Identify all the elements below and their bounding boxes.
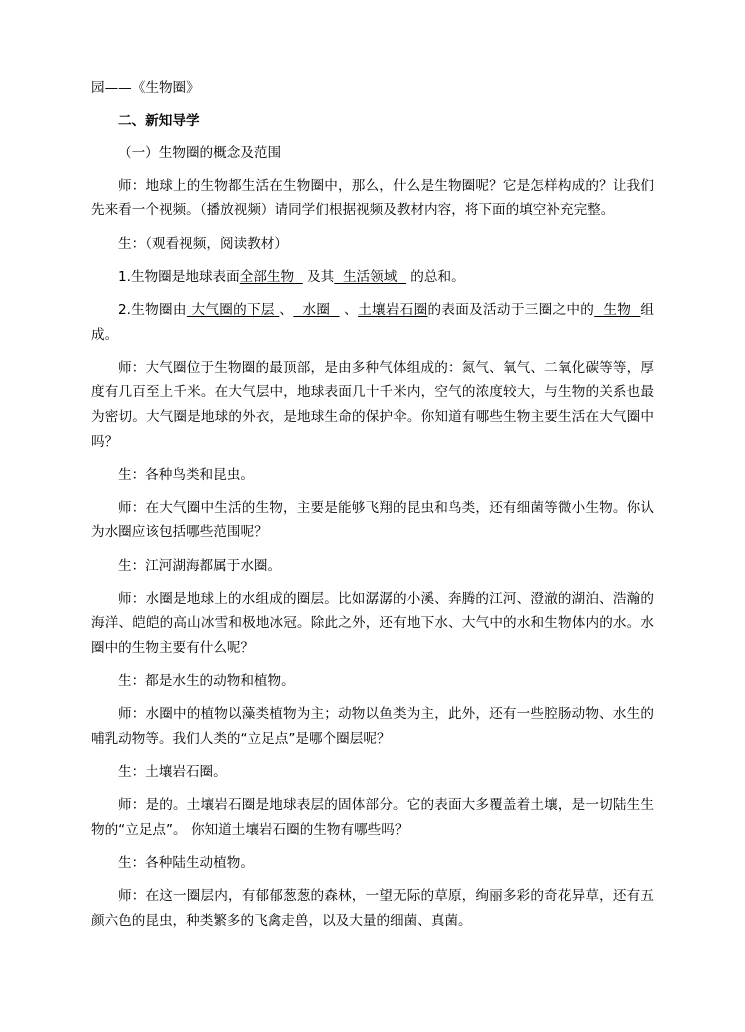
paragraph-teacher-5: 师：水圈中的植物以藻类植物为主；动物以鱼类为主，此外，还有一些腔肠动物、水生的哺乳动物等。我们人类的“立足点”是哪个圈层呢？ xyxy=(91,706,654,747)
fill-in-item-1 xyxy=(91,265,654,290)
paragraph-teacher-4: 师：水圈是地球上的水组成的圈层。比如潺潺的小溪、奔腾的江河、澄澈的湖泊、浩瀚的海洋、皑皑的高山冰雪和极地冰冠。除此之外，还有地下水、大气中的水和生物体内的水。水圈中的生物主要有什么呢？ xyxy=(91,590,654,657)
document-page xyxy=(91,76,654,942)
paragraph-teacher-7: 师：在这一圈层内，有郁郁葱葱的森林，一望无际的草原，绚丽多彩的奇花异草，还有五颜六色的昆虫，种类繁多的飞禽走兽，以及大量的细菌、真菌。 xyxy=(91,888,654,929)
paragraph-teacher-2: 师：大气圈位于生物圈的最顶部，是由多种气体组成的：氮气、氧气、二氧化碳等等，厚度有几百至上千米。在大气层中，地球表面几十千米内，空气的浓度较大，与生物的关系也最为密切。大气圈是地球的外衣，是地球生命的保护伞。你知道有哪些生物主要生活在大气圈中吗？ xyxy=(91,359,654,450)
intro-line: 园——《生物圈》 xyxy=(91,80,200,96)
paragraph-teacher-3: 师：在大气圈中生活的生物，主要是能够飞翔的昆虫和鸟类，还有细菌等微小生物。你认为水圈应该包括哪些范围呢？ xyxy=(91,499,654,541)
fill2-blank-1: 大气圈的下层 xyxy=(191,301,275,318)
fill1-blank-1: 全部生物 xyxy=(239,268,295,285)
fill2-blank-2: 水圈 xyxy=(302,301,331,318)
fill2-pre: 2.生物圈由 xyxy=(118,301,187,318)
paragraph-student-4: 生：都是水生的动物和植物。 xyxy=(118,673,295,690)
fill2-mid: 的表面及活动于三圈之中的 xyxy=(427,301,595,318)
paragraph-student-1: 生：（观看视频，阅读教材） xyxy=(118,235,288,252)
fill1-pre: 1.生物圈是地球表面 xyxy=(118,268,240,285)
fill2-sep-2: 、 xyxy=(344,301,359,318)
fill2-post: 组成。 xyxy=(91,301,654,343)
subsection-heading: （一）生物圈的概念及范围 xyxy=(118,145,282,162)
fill1-blank-2: 生活领域 xyxy=(342,268,398,285)
fill2-blank-3: 土壤岩石圈 xyxy=(358,301,428,318)
section-heading: 二、新知导学 xyxy=(118,112,200,129)
fill1-mid: 及其 xyxy=(307,268,335,285)
paragraph-teacher-1: 师：地球上的生物都生活在生物圈中，那么，什么是生物圈呢？它是怎样构成的？让我们先来看一个视频。（播放视频）请同学们根据视频及教材内容，将下面的填空补充完整。 xyxy=(91,177,654,219)
fill-in-item-2 xyxy=(91,298,654,347)
paragraph-teacher-6: 师：是的。土壤岩石圈是地球表层的固体部分。它的表面大多覆盖着土壤，是一切陆生生物的“立足点”。 你知道土壤岩石圈的生物有哪些吗？ xyxy=(91,797,654,838)
paragraph-student-2: 生：各种鸟类和昆虫。 xyxy=(118,466,254,483)
paragraph-student-5: 生：土壤岩石圈。 xyxy=(118,764,227,781)
fill2-blank-4: 生物 xyxy=(603,301,632,318)
paragraph-student-6: 生：各种陆生动植物。 xyxy=(118,855,254,872)
fill1-post: 的总和。 xyxy=(410,268,465,285)
fill2-sep-1: 、 xyxy=(279,301,294,318)
paragraph-student-3: 生：江河湖海都属于水圈。 xyxy=(118,557,282,574)
